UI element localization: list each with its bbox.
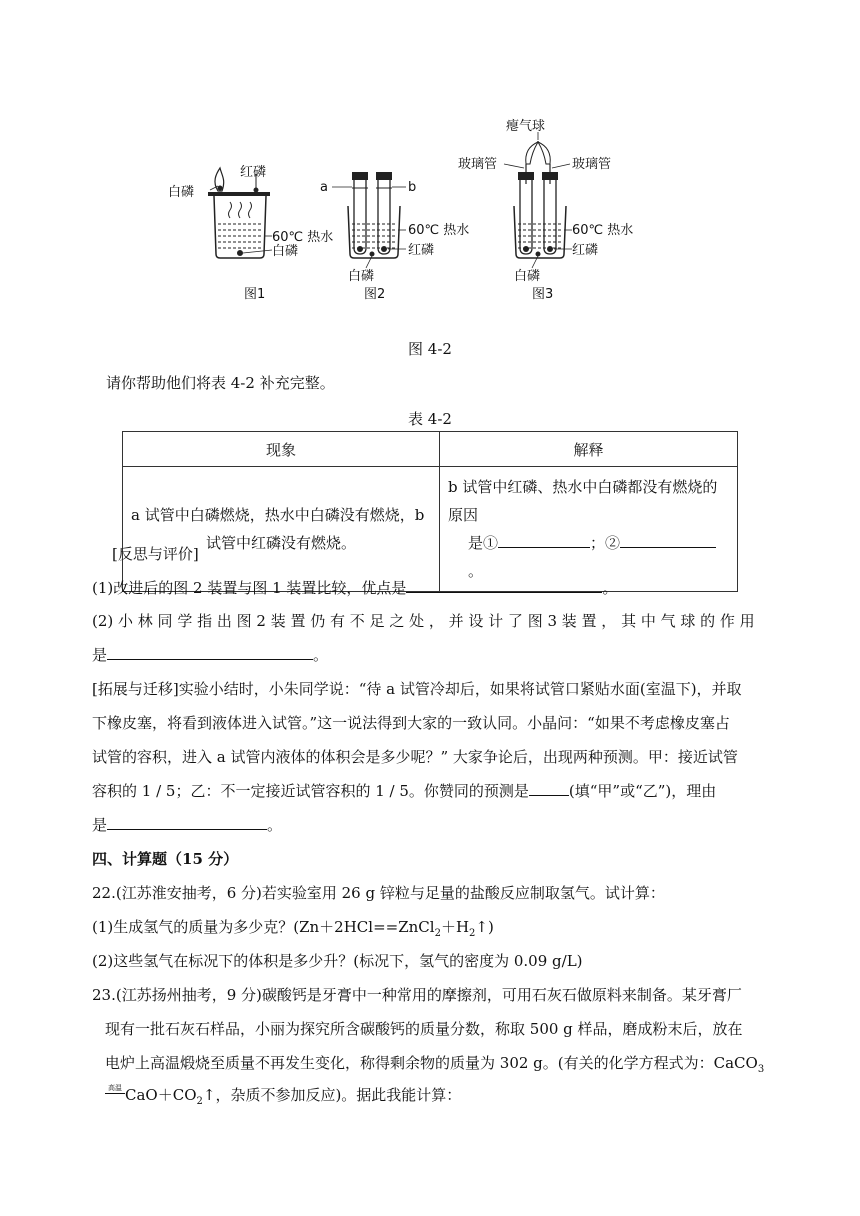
fig2-apparatus: [332, 172, 406, 268]
fig3-label-white-p: 白磷: [514, 269, 541, 284]
answer-blank-2[interactable]: [620, 533, 716, 548]
explanation-cell: [440, 467, 738, 592]
fig3-label-hot-water: 60℃ 热水: [572, 223, 634, 238]
section4-heading: 四、计算题（15 分）: [92, 850, 239, 868]
answer-blank-advantage[interactable]: [406, 578, 602, 593]
fig1-label-white-p-bottom: 白磷: [272, 244, 299, 259]
answer-blank-choice[interactable]: [529, 781, 569, 796]
fig2-label-red-p: 红磷: [408, 243, 435, 258]
reaction-condition: 高温: [105, 1083, 125, 1094]
q22-sub2: (2)这些氢气在标况下的体积是多少升？(标况下，氢气的密度为 0.09 g/L): [92, 952, 583, 970]
experiment-figure: [160, 112, 660, 312]
fig2-label-white-p: 白磷: [348, 269, 375, 284]
fig3-caption: 图3: [532, 287, 554, 302]
q23-line3: 电炉上高温煅烧至质量不再发生变化，称得剩余物的质量为 302 g。(有关的化学方程式为：CaCO$_3$: [105, 1054, 765, 1075]
reflection-heading: [反思与评价]: [112, 545, 199, 563]
q22-sub1: (1)生成氢气的质量为多少克？$(Zn+2HCl==ZnCl_2+H_2↑)$: [92, 918, 494, 939]
extension-line1: [拓展与迁移]实验小结时，小朱同学说：“待 a 试管冷却后，如果将试管口紧贴水面(室温下)，并取: [92, 680, 742, 698]
fig1-caption: 图1: [244, 287, 266, 302]
table-header-phenomenon: 现象: [123, 432, 440, 467]
fig1-label-red-p: 红磷: [240, 165, 267, 180]
fig2-label-hot-water: 60℃ 热水: [408, 223, 470, 238]
explanation-line1: b 试管中红磷、热水中白磷都没有燃烧的原因: [448, 478, 718, 524]
results-table: [122, 431, 738, 592]
fig2-caption: 图2: [364, 287, 386, 302]
q23-line1: 23.(江苏扬州抽考，9 分)碳酸钙是牙膏中一种常用的摩擦剂，可用石灰石做原料来制备。某牙膏厂: [92, 986, 742, 1004]
apparatus-diagram: [160, 112, 660, 312]
fig1-apparatus: [208, 168, 272, 258]
extension-line4: 容积的 1 / 5；乙：不一定接近试管容积的 1 / 5。你赞同的预测是 (填“甲”或“乙”)，理由: [92, 782, 717, 800]
intro-text: 请你帮助他们将表 4-2 补充完整。: [106, 374, 335, 392]
fig3-apparatus: [504, 132, 572, 268]
answer-blank-1[interactable]: [498, 533, 590, 548]
answer-blank-balloon[interactable]: [107, 645, 313, 660]
phenomenon-line1: a 试管中白磷燃烧，热水中白磷没有燃烧，b: [131, 506, 425, 524]
reflection-q1: (1)改进后的图 2 装置与图 1 装置比较，优点是 。: [92, 579, 618, 597]
fig1-label-hot-water: 60℃ 热水: [272, 230, 334, 245]
explanation-line2: 是① ；②。: [448, 529, 729, 585]
fig3-label-glass-right: 玻璃管: [572, 157, 612, 172]
fig3-label-balloon: 瘪气球: [506, 119, 546, 134]
fig3-label-red-p: 红磷: [572, 243, 599, 258]
reflection-q2-line1: (2) 小 林 同 学 指 出 图 2 装 置 仍 有 不 足 之 处 ， 并 设 计 了 图 3 装 置 ， 其 中 气 球 的 作 用: [92, 612, 755, 630]
table-header-explanation: 解释: [440, 432, 738, 467]
fig2-label-a: a: [320, 180, 328, 195]
extension-line5: 是 。: [92, 816, 283, 834]
q23-line4: 高温 $CaO+CO_2↑$，杂质不参加反应)。据此我能计算：: [105, 1084, 461, 1107]
fig3-label-glass-left: 玻璃管: [458, 157, 498, 172]
table-caption: 表 4-2: [408, 410, 452, 428]
fig2-label-b: b: [408, 180, 417, 195]
figure-caption: 图 4-2: [408, 340, 452, 358]
answer-blank-reason[interactable]: [107, 815, 267, 830]
fig1-label-white-p: 白磷: [168, 185, 195, 200]
phenomenon-cell: [123, 467, 440, 592]
extension-line3: 试管的容积，进入 a 试管内液体的体积会是多少呢？” 大家争论后，出现两种预测。甲：接近试管: [92, 748, 738, 766]
q23-line2: 现有一批石灰石样品，小丽为探究所含碳酸钙的质量分数，称取 500 g 样品，磨成粉末后，放在: [105, 1020, 743, 1038]
reflection-q2-line2: 是 。: [92, 646, 329, 664]
extension-line2: 下橡皮塞，将看到液体进入试管。”这一说法得到大家的一致认同。小晶问：“如果不考虑橡皮塞占: [92, 714, 730, 732]
table-row: [123, 467, 738, 592]
phenomenon-line2: 试管中红磷没有燃烧。: [205, 534, 356, 552]
q22-text: 22.(江苏淮安抽考，6 分)若实验室用 26 g 锌粒与足量的盐酸反应制取氢气。试计算：: [92, 884, 665, 902]
